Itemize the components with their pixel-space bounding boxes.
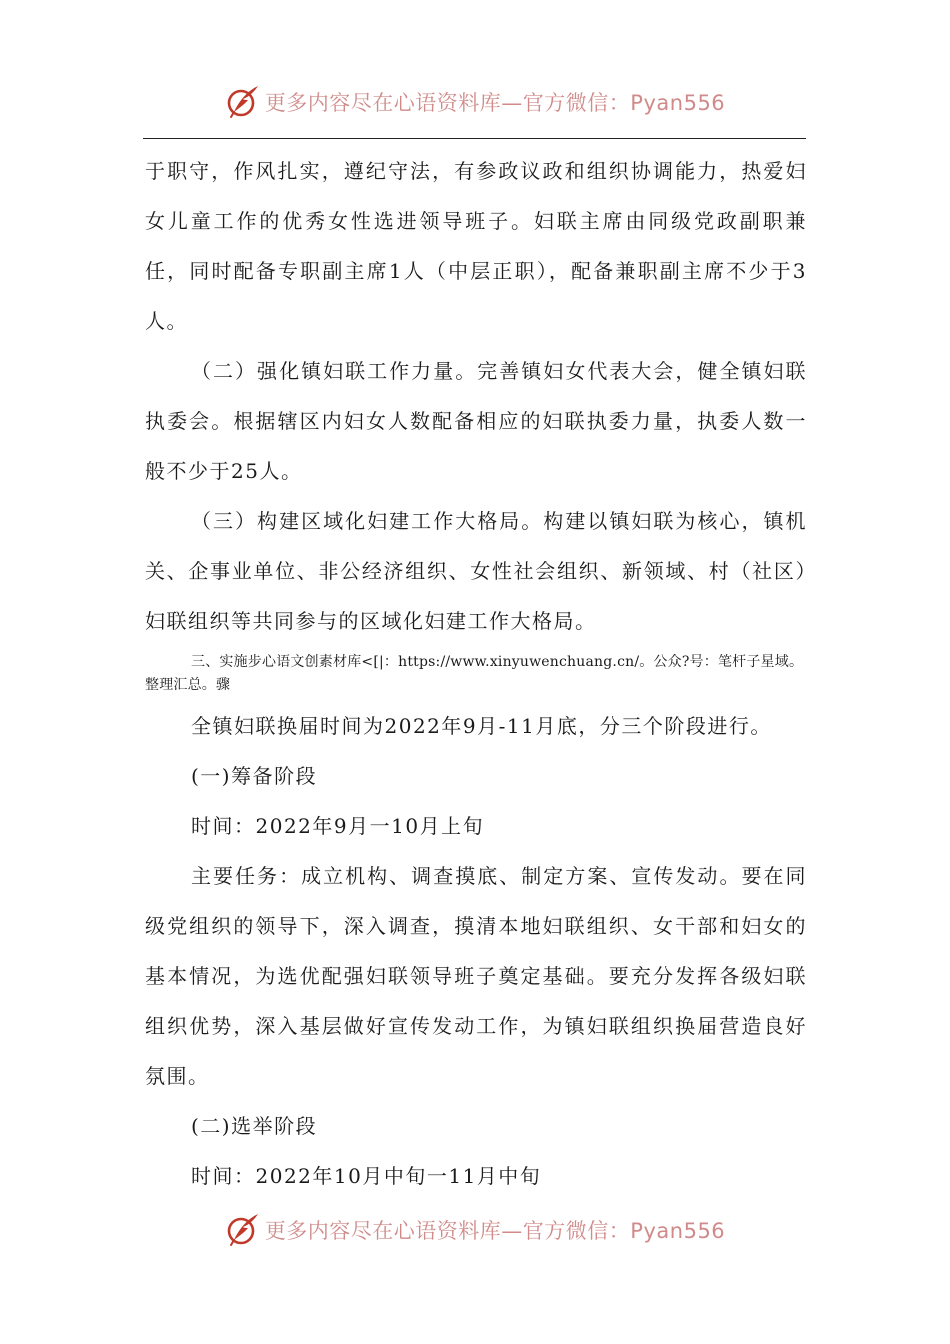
subheading-preparation-stage: (一)筹备阶段	[191, 764, 318, 788]
paragraph-1: 于职守，作风扎实，遵纪守法，有参政议政和组织协调能力，热爱妇女儿童工作的优秀女性选进领导班子。妇联主席由同级党政副职兼任，同时配备专职副主席1人（中层正职），配备兼职副主席不少于3人。	[145, 159, 807, 333]
paragraph-3: （三）构建区域化妇建工作大格局。构建以镇妇联为核心，镇机关、企事业单位、非公经济组织、女性社会组织、新领域、村（社区）妇联组织等共同参与的区域化妇建工作大格局。	[145, 509, 807, 633]
section-heading-implementation-steps: 三、实施步心语文创素材库<[|：https://www.xinyuwenchuang.cn/。公众?号：笔杆子星域。整理汇总。骤	[145, 654, 804, 693]
subheading-election-stage: (二)选举阶段	[191, 1114, 318, 1138]
header-watermark-text: 更多内容尽在心语资料库—官方微信：Pyan556	[264, 91, 726, 115]
header-watermark	[0, 82, 950, 122]
document-body	[145, 146, 807, 1201]
election-time: 时间：2022年10月中旬一11月中旬	[191, 1164, 542, 1188]
paragraph-2: （二）强化镇妇联工作力量。完善镇妇女代表大会，健全镇妇联执委会。根据辖区内妇女人数配备相应的妇联执委力量，执委人数一般不少于25人。	[145, 359, 807, 483]
paragraph-5: 全镇妇联换届时间为2022年9月-11月底，分三个阶段进行。	[191, 714, 772, 738]
preparation-tasks: 主要任务：成立机构、调查摸底、制定方案、宣传发动。要在同级党组织的领导下，深入调查，摸清本地妇联组织、女干部和妇女的基本情况，为选优配强妇联领导班子奠定基础。要充分发挥各级妇联组织优势，深入基层做好宣传发动工作，为镇妇联组织换届营造良好氛围。	[145, 864, 807, 1088]
preparation-time: 时间：2022年9月一10月上旬	[191, 814, 485, 838]
footer-watermark	[0, 1210, 950, 1250]
quill-pen-logo-icon	[225, 1212, 261, 1248]
footer-watermark-text: 更多内容尽在心语资料库—官方微信：Pyan556	[264, 1219, 726, 1243]
header-divider	[143, 138, 806, 139]
quill-pen-logo-icon	[225, 84, 261, 120]
